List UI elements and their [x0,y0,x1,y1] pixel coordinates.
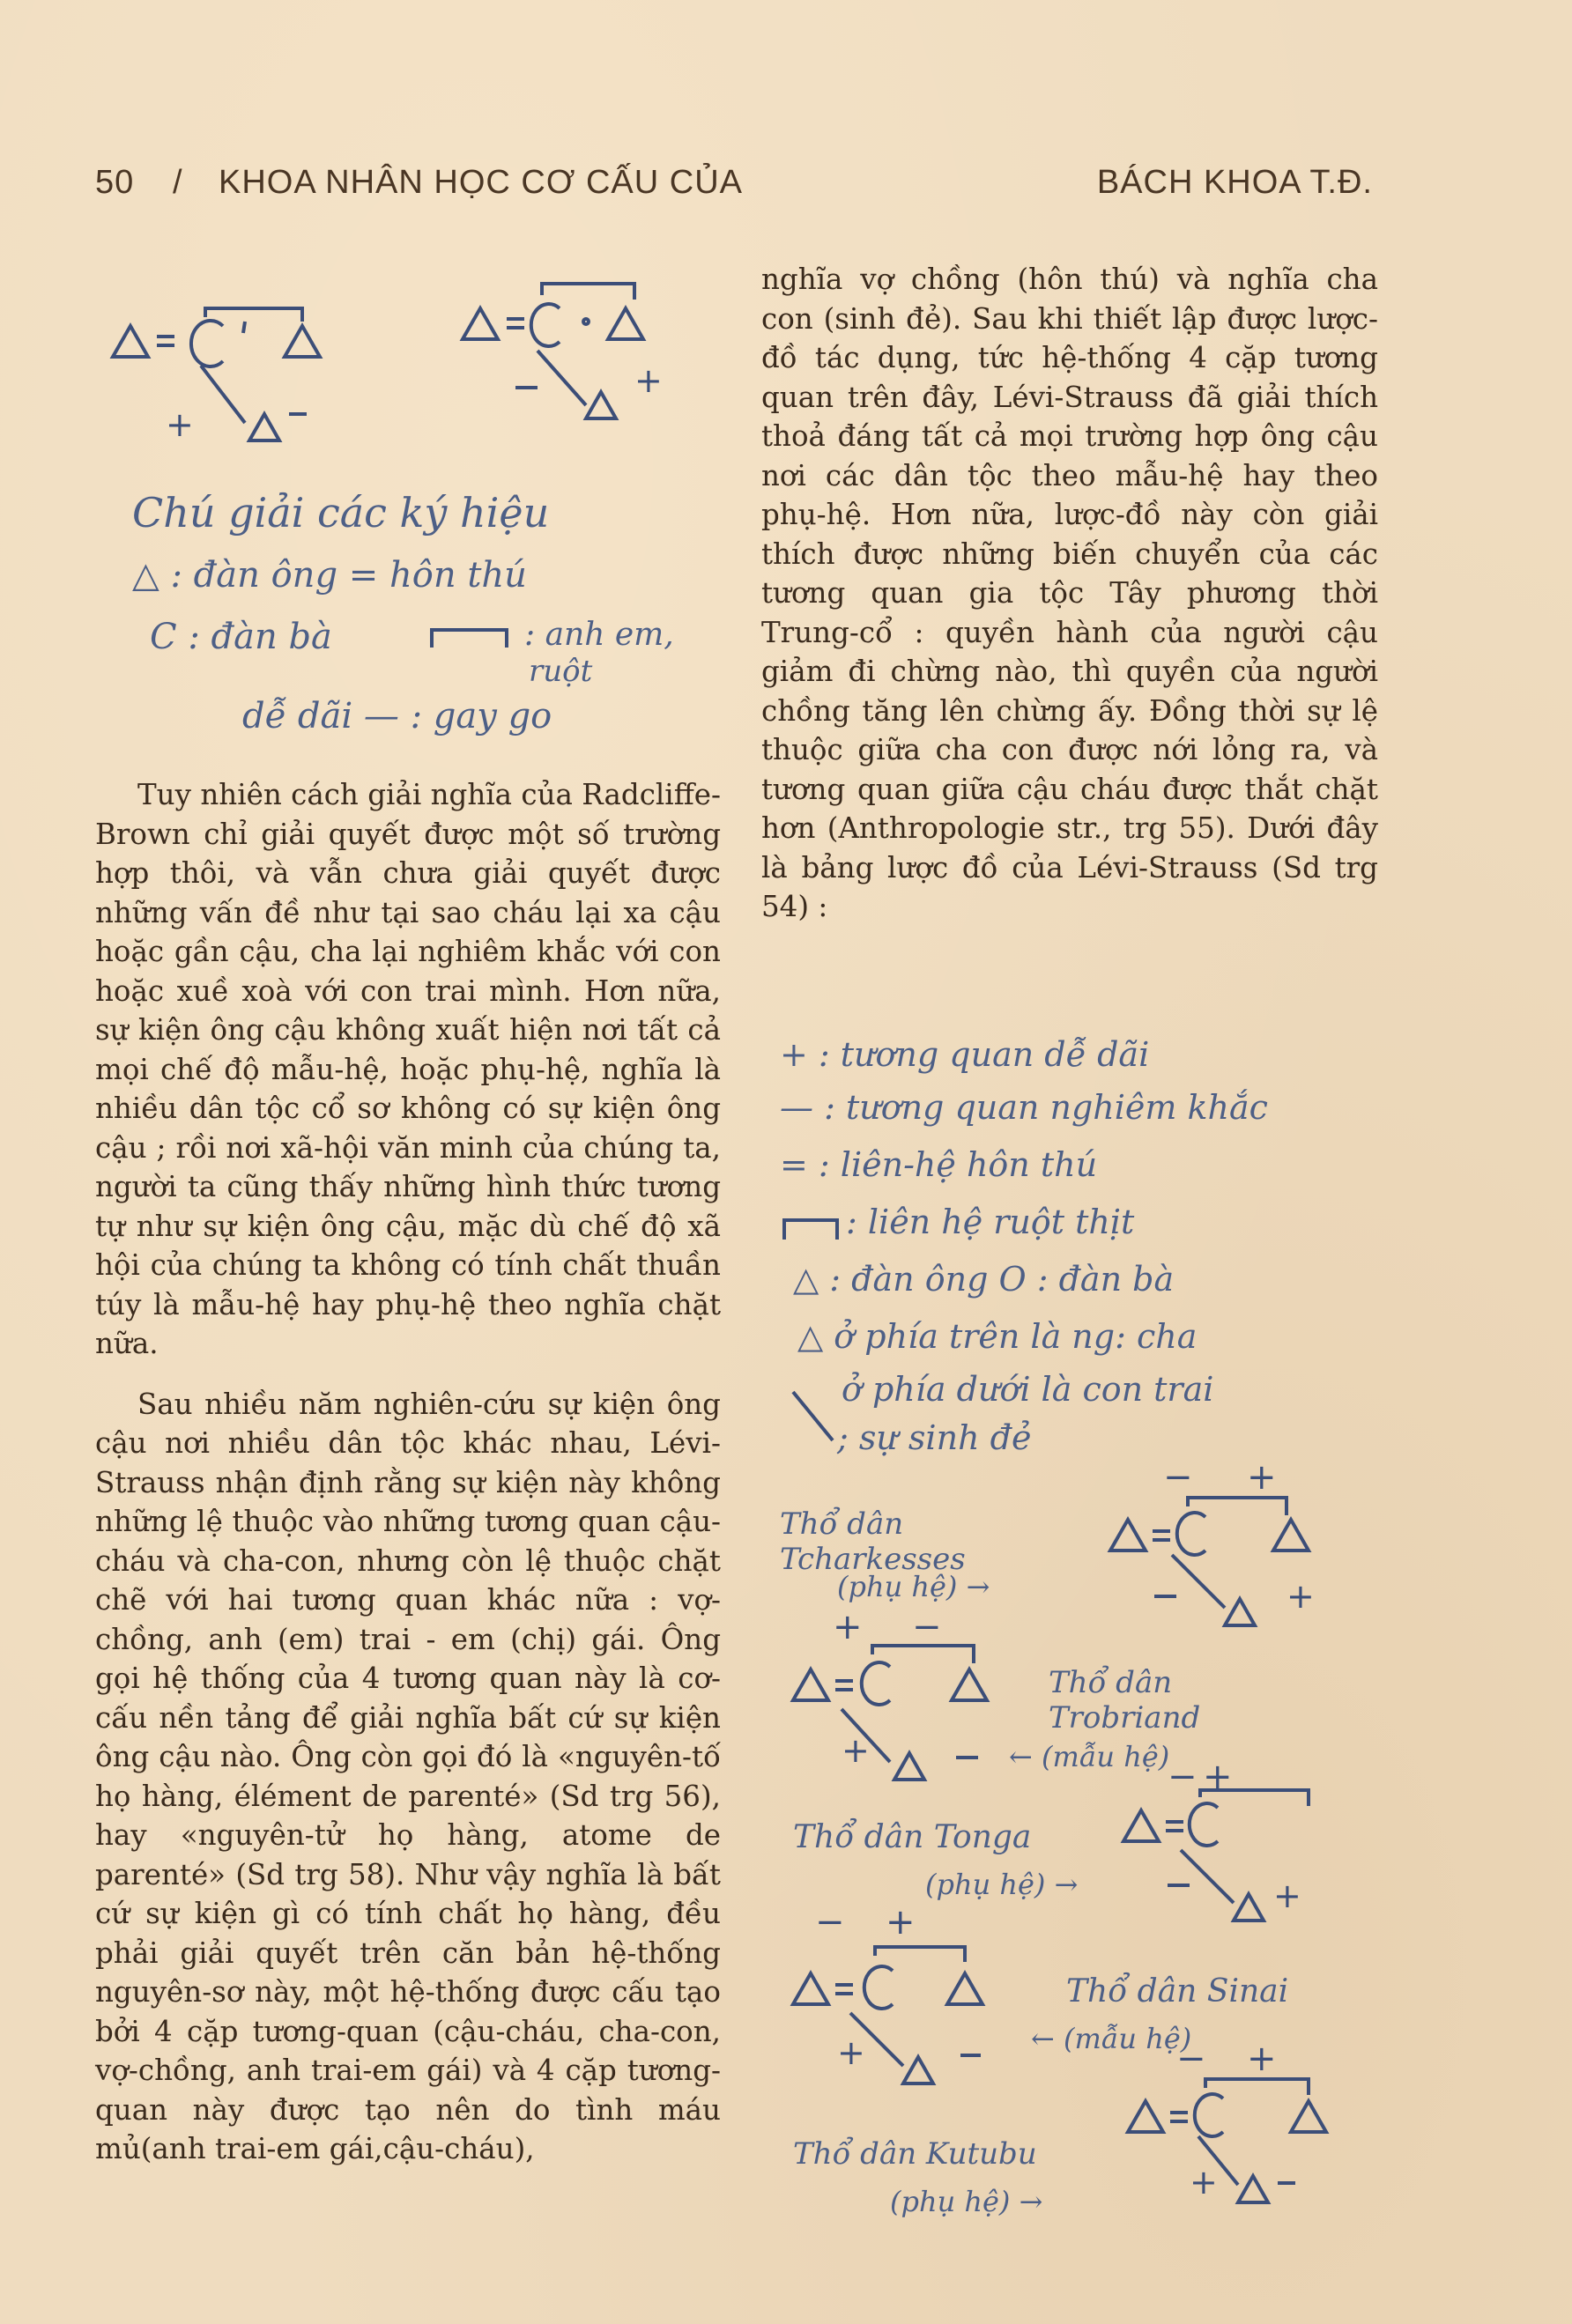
kinship-diagram-b [454,273,718,449]
right-legend-8: ; sự sinh đẻ [837,1418,1032,1457]
paragraph-2: Sau nhiều năm nghiên-cứu sự kiện ông cậu nơi nhiều dân tộc khác nhau, Lévi-Strauss nhận định rằng sự kiện này không những lệ thuộc vào những tương quan cậu-cháu và cha-con, nhưng còn lệ thuộc chặt chẽ với hai tương quan khác nữa : vợ-chồng, anh (em) trai - em (chị) gái. Ông gọi hệ thống của 4 tương quan này là cơ-cấu nền tảng để giải nghĩa bất cứ sự kiện ông cậu nào. Ông còn gọi đó là «nguyên-tố họ hàng, élément de parenté» (Sd trg 56), hay «nguyên-tử họ hàng, atome de parenté» (Sd trg 58). Như vậy nghĩa là bất cứ sự kiện gì có tính chất họ hàng, đều phải giải quyết trên căn bản hệ-thống nguyên-sơ này, một hệ-thống được cấu tạo bởi 4 cặp tương-quan (cậu-cháu, cha-con, vợ-chồng, anh trai-em gái) và 4 cặp tương-quan này được tạo nên do tình máu mủ(anh trai-em gái,cậu-cháu), [95,1387,721,2165]
tribe-name-4: Thổ dân Sinai [1066,1973,1289,2009]
tribe-name-5: Thổ dân Kutubu [793,2136,1037,2172]
plus-sign: + [634,361,663,400]
paragraph-1: Tuy nhiên cách giải nghĩa của Radcliffe-Brown chỉ giải quyết được một số trường hợp thôi, và vẫn chưa giải quyết được những vấn đề như tại sao cháu lại xa cậu hoặc gần cậu, cha lại nghiêm khắc với con hoặc xuề xoà với con trai mình. Hơn nữa, sự kiện ông cậu không xuất hiện nơi tất cả mọi chế độ mẫu-hệ, hoặc phụ-hệ, nghĩa là nhiều dân tộc cổ sơ không có sự kiện ông cậu ; rồi nơi xã-hội văn minh của chúng ta, người ta cũng thấy những hình thức tương tự như sự kiện ông cậu, mặc dù chế độ xã hội của chúng ta không có tính chất thuần túy là mẫu-hệ hay phụ-hệ theo nghĩa chặt nữa. [95,778,721,1360]
plus-sign: + [166,405,194,444]
right-legend-7: ở phía dưới là con trai [842,1370,1214,1409]
kinship-diagram-tonga [1119,1757,1366,1938]
svg-text:−: − [1168,1757,1198,1797]
svg-text:+: + [842,1731,870,1770]
paragraph-3: nghĩa vợ chồng (hôn thú) và nghĩa cha con (sinh đẻ). Sau khi thiết lập được lược-đồ tác dụng, tức hệ-thống 4 cặp tương quan trên đây, Lévi-Strauss đã giải thích thoả đáng tất cả mọi trường hợp ông cậu nơi các dân tộc theo mẫu-hệ hay theo phụ-hệ. Hơn nữa, lược-đồ này còn giải thích được những biến chuyển của các tương quan gia tộc Tây phương thời Trung-cổ : quyền hành của người cậu giảm đi chừng nào, thì quyền của người chồng tăng lên chừng ấy. Đồng thời sự lệ thuộc giữa cha con được nới lỏng ra, và tương quan giữa cậu cháu được thắt chặt hơn (Anthropologie str., trg 55). Dưới đây là bảng lược đồ của Lévi-Strauss (Sd trg 54) : [761,263,1378,923]
right-column [761,260,1378,948]
tribe-name-1: Thổ dân Tcharkesses [780,1506,966,1577]
tribe-note-1: (phụ hệ) → [837,1570,990,1603]
right-legend-5: △ : đàn ông O : đàn bà [793,1260,1175,1299]
kinship-diagram-tcharkesses [1101,1457,1366,1639]
legend-line-1: △ : đàn ông = hôn thú [132,555,527,596]
svg-text:+: + [886,1902,916,1943]
page-number: 50 [95,164,135,201]
legend-line-3: dễ dãi — : gay go [242,696,552,736]
tribe-note-3: (phụ hệ) → [925,1868,1079,1901]
svg-text:−: − [815,1902,845,1943]
svg-text:+: + [833,1607,863,1647]
sibling-bracket-icon [427,621,515,656]
legend-title: Chú giải các ký hiệu [132,489,550,537]
svg-text:+: + [1247,1457,1277,1498]
tribe-note-5: (phụ hệ) → [890,2185,1043,2218]
legend-line-2a: C : đàn bà [150,617,332,657]
tribe-name-2: Thổ dân Trobriand [1049,1665,1201,1736]
svg-text:−: − [912,1607,942,1647]
legend-line-2b: : anh em, [524,617,674,653]
page-header [95,164,1373,217]
right-legend-3: = : liên-hệ hôn thú [780,1145,1098,1184]
svg-text:+: + [837,2033,865,2072]
tribe-note-2: ← (mẫu hệ) [1009,1740,1170,1773]
left-column [95,775,721,2190]
right-legend-6: △ ở phía trên là ng: cha [797,1317,1198,1356]
blood-bracket-icon [780,1211,850,1247]
kinship-diagram-a [104,291,368,467]
right-legend-2: — : tương quan nghiêm khắc [780,1088,1268,1127]
kinship-diagram-sinai [789,1902,1053,2092]
legend-line-2c: ruột [529,654,593,689]
tribe-name-3: Thổ dân Tonga [793,1819,1032,1855]
svg-text:+: + [1273,1876,1301,1915]
svg-text:+: + [1190,2163,1218,2202]
journal-name: BÁCH KHOA T.Đ. [1096,164,1373,201]
svg-text:−: − [1163,1457,1193,1498]
running-title: KHOA NHÂN HỌC CƠ CẤU CỦA [219,164,743,201]
svg-text:+: + [1287,1577,1315,1616]
svg-text:+: + [1247,2039,1277,2079]
svg-text:+: + [1203,1757,1233,1797]
right-legend-1: + : tương quan dễ dãi [780,1035,1150,1074]
svg-text:−: − [1176,2039,1206,2079]
header-separator: / [173,164,183,201]
descent-line-icon [789,1388,842,1449]
right-legend-4: : liên hệ ruột thịt [846,1203,1135,1241]
tribe-note-4: ← (mẫu hệ) [1031,2022,1192,2055]
kinship-diagram-kutubu [1119,2039,1366,2220]
